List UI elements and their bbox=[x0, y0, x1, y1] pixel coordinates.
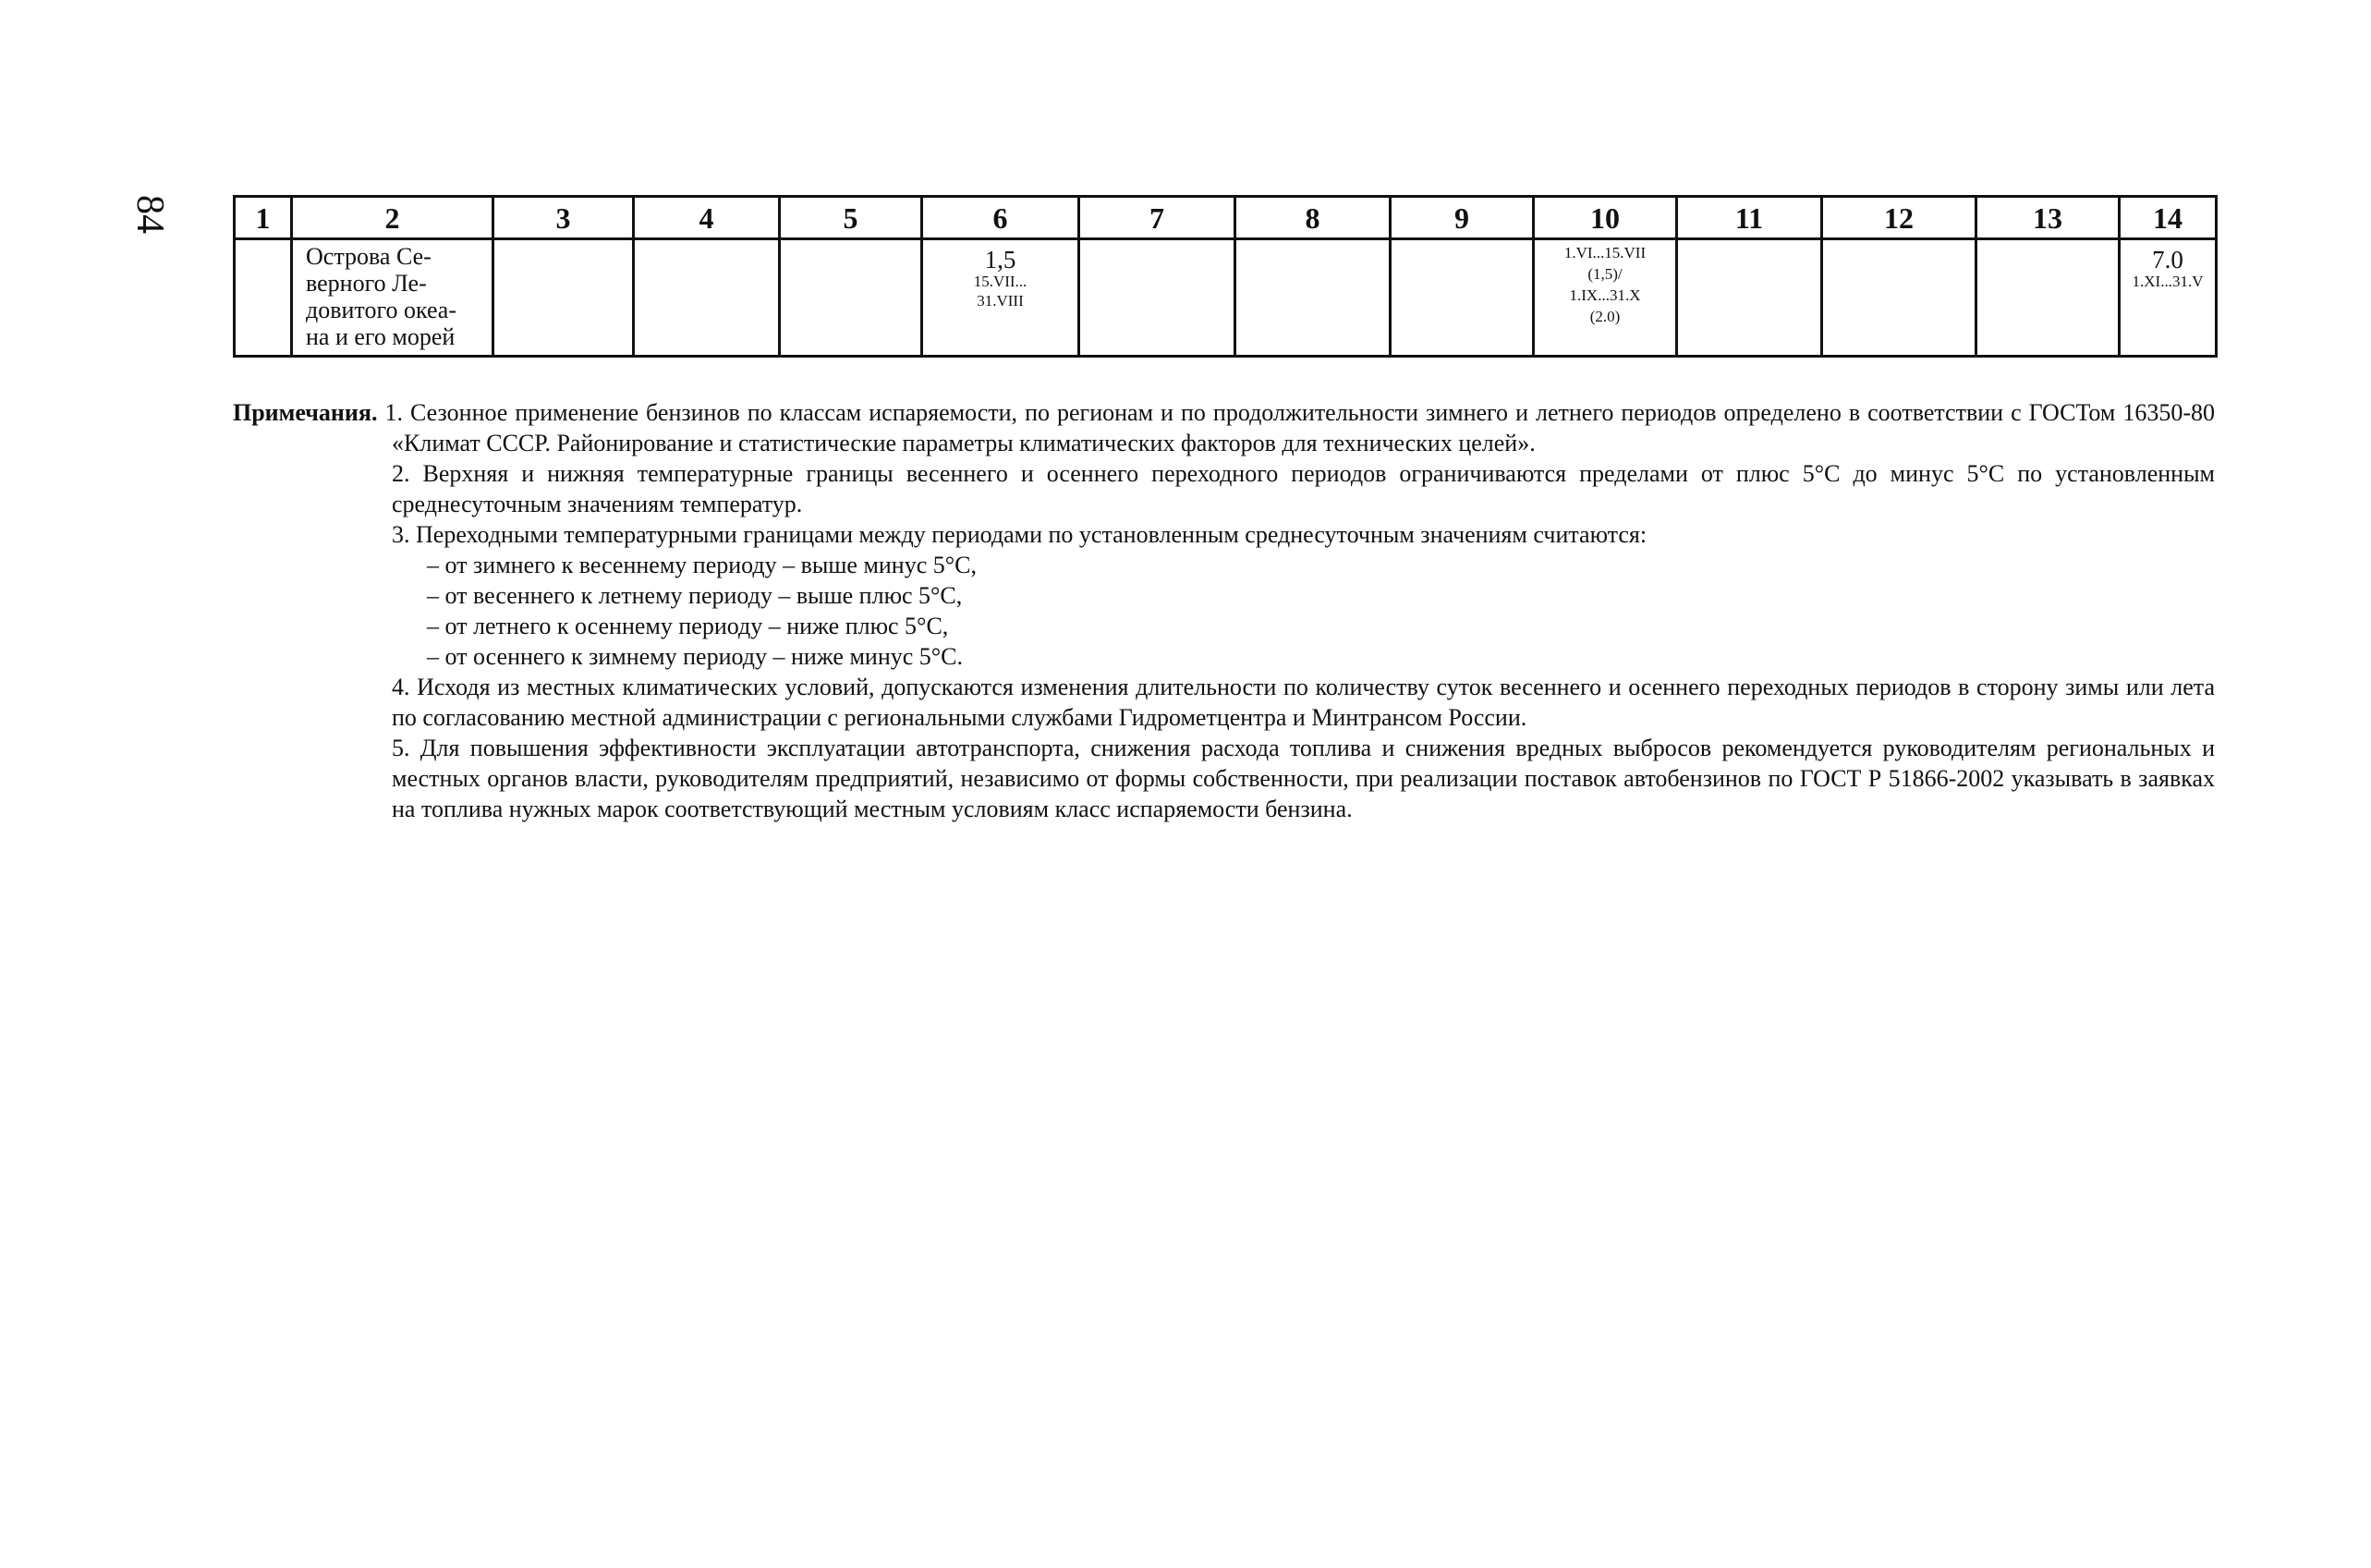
cell-14 bbox=[2120, 239, 2217, 357]
table-row bbox=[235, 239, 2217, 357]
note-4: 4. Исходя из местных климатических условий, допускаются изменения длительности по количеству суток весеннего и осеннего переходных периодов в сторону зимы или лета по согласованию местной администрации с региональными службами Гидрометцентра и Минтрансом России. bbox=[392, 674, 2215, 731]
col-header-2: 2 bbox=[292, 197, 493, 239]
cell-11 bbox=[1677, 239, 1822, 357]
cell-10-value: 1.VI...15.VII (1,5)/ 1.IX...31.X (2.0) bbox=[1563, 244, 1647, 325]
list-item: – от осеннего к зимнему периоду – ниже минус 5°С. bbox=[427, 643, 964, 670]
note-3-list bbox=[427, 550, 2215, 672]
col-header-6: 6 bbox=[922, 197, 1079, 239]
col-header-11: 11 bbox=[1677, 197, 1822, 239]
page-number: 84 bbox=[128, 195, 171, 234]
cell-14-value: 7.0 bbox=[2152, 246, 2183, 273]
cell-6-period: 15.VII... 31.VIII bbox=[973, 273, 1027, 310]
col-header-3: 3 bbox=[493, 197, 634, 239]
note-5: 5. Для повышения эффективности эксплуатации автотранспорта, снижения расхода топлива и снижения вредных выбросов рекомендуется руководителям региональных и местных органов власти, руководителям предприятий, независимо от формы собственности, при реализации поставок автобензинов по ГОСТ Р 51866-2002 указывать в заявках на топлива нужных марок соответствующий местным условиям класс испаряемости бензина. bbox=[392, 735, 2215, 822]
list-item: – от весеннего к летнему периоду – выше плюс 5°С, bbox=[427, 582, 963, 609]
cell-10 bbox=[1534, 239, 1677, 357]
header-row bbox=[235, 197, 2217, 239]
cell-6 bbox=[922, 239, 1079, 357]
cell-8 bbox=[1235, 239, 1391, 357]
cell-4 bbox=[634, 239, 780, 357]
col-header-8: 8 bbox=[1235, 197, 1391, 239]
col-header-1: 1 bbox=[235, 197, 292, 239]
col-header-10: 10 bbox=[1534, 197, 1677, 239]
cell-1 bbox=[235, 239, 292, 357]
data-table bbox=[233, 195, 2218, 358]
list-item: – от летнего к осеннему периоду – ниже плюс 5°С, bbox=[427, 613, 949, 639]
cell-5 bbox=[780, 239, 922, 357]
note-3: 3. Переходными температурными границами между периодами по установленным среднесуточным значениям считаются: bbox=[392, 521, 1648, 548]
col-header-12: 12 bbox=[1822, 197, 1976, 239]
col-header-7: 7 bbox=[1079, 197, 1235, 239]
cell-14-period: 1.XI...31.V bbox=[2132, 273, 2204, 290]
col-header-14: 14 bbox=[2120, 197, 2217, 239]
cell-3 bbox=[493, 239, 634, 357]
col-header-5: 5 bbox=[780, 197, 922, 239]
cell-9 bbox=[1391, 239, 1534, 357]
cell-12 bbox=[1822, 239, 1976, 357]
col-header-4: 4 bbox=[634, 197, 780, 239]
note-2: 2. Верхняя и нижняя температурные границы весеннего и осеннего переходного периодов ограничиваются пределами от плюс 5°С до минус 5°С по установленным среднесуточным значениям температур. bbox=[392, 460, 2215, 517]
col-header-9: 9 bbox=[1391, 197, 1534, 239]
notes-section bbox=[233, 397, 2215, 824]
region-name: Острова Се- верного Ле- довитого океа- на и его морей bbox=[306, 243, 456, 350]
note-1-text: 1. Сезонное применение бензинов по классам испаряемости, по регионам и по продолжительности зимнего и летнего периодов определено в соответствии с ГОСТом 16350-80 «Климат СССР. Районирование и статистические параметры климатических факторов для технических целей». bbox=[384, 399, 2216, 456]
region-cell bbox=[292, 239, 493, 357]
note-1 bbox=[233, 397, 2215, 458]
cell-6-value: 1,5 bbox=[984, 246, 1016, 273]
list-item: – от зимнего к весеннему периоду – выше минус 5°С, bbox=[427, 552, 978, 578]
cell-7 bbox=[1079, 239, 1235, 357]
cell-13 bbox=[1976, 239, 2120, 357]
notes-label: Примечания. bbox=[233, 399, 378, 426]
col-header-13: 13 bbox=[1976, 197, 2120, 239]
